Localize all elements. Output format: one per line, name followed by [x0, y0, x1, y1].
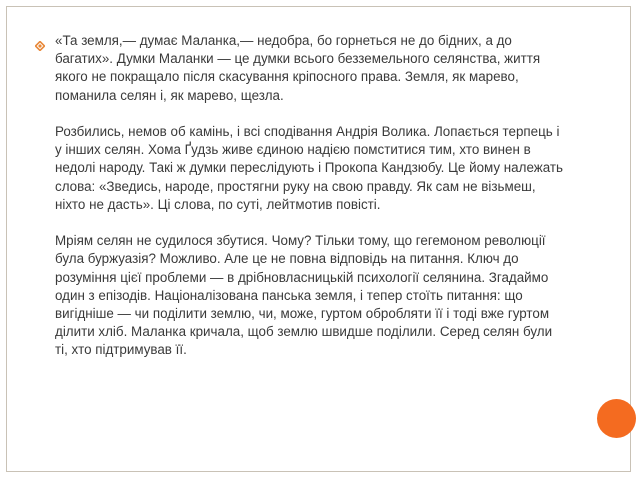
slide-body-text — [55, 32, 600, 360]
paragraph-2: Розбились, немов об камінь, і всі сподівання Андрія Волика. Лопається терпець і у інших селян. Хома Ґудзь живе єдиною надією помститися тим, хто винен в недолі народу. Такі ж думки переслідують і Прокопа Кандзюбу. Це йому належать слова: «Зведись, народе, простягни руку на свою правду. Як сам не візьмеш, ніхто не дасть». Ці слова, по суті, лейтмотив повісті. — [55, 124, 563, 212]
diamond-bullet-icon — [35, 41, 45, 51]
paragraph-gap — [55, 105, 600, 123]
paragraph-1: «Та земля,— думає Маланка,— недобра, бо горнеться не до бідних, а до багатих». Думки Маланки — це думки всього безземельного селянства, життя якого не покращало після скасування кріпосного права. Земля, як марево, поманила селян і, як марево, щезла. — [55, 33, 541, 103]
diamond-bullet-shape — [35, 41, 45, 51]
decorative-orange-circle — [597, 399, 636, 438]
paragraph-gap — [55, 214, 600, 232]
paragraph-3: Мріям селян не судилося збутися. Чому? Тільки тому, що гегемоном революції була буржуазія? Можливо. Але це не повна відповідь на питання. Ключ до розуміння цієї проблеми — в дрібновласницькій психології селянина. Згадаймо один з епізодів. Націоналізована панська земля, і тепер стоїть питання: що вигідніше — чи поділити землю, чи, може, гуртом обробляти її і тоді вже гуртом ділити хліб. Маланка кричала, щоб землю швидше поділили. Серед селян були ті, хто підтримував її. — [55, 233, 553, 358]
